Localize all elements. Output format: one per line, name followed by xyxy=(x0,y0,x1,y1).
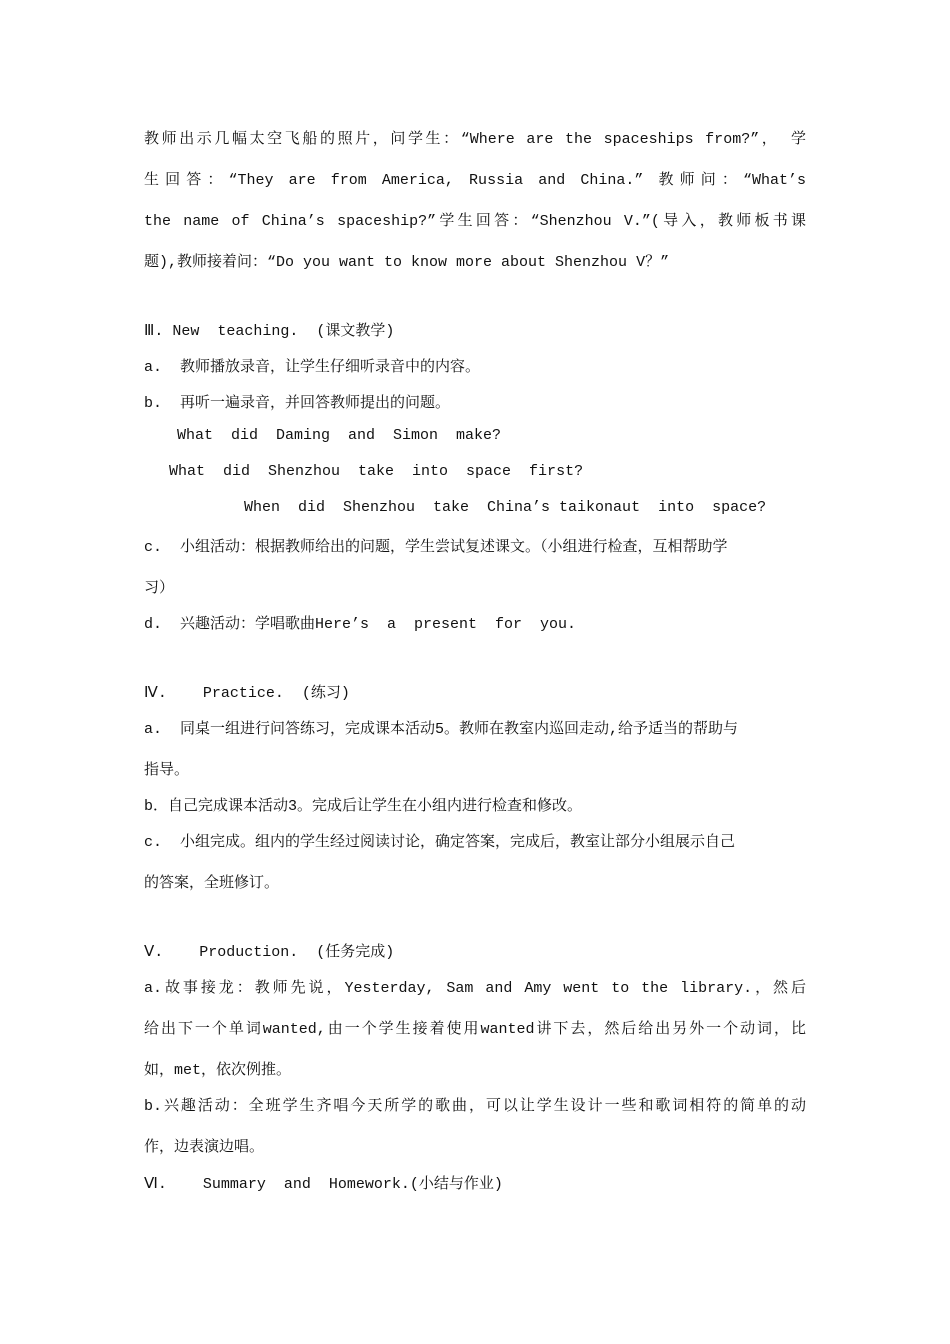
intro-line-3: the name of China’s spaceship?”学生回答：“Shenzhou V.”(导入，教师板书课 xyxy=(144,213,806,230)
section-4-heading: Ⅳ. Practice. (练习) xyxy=(144,685,350,702)
section-6-heading: Ⅵ. Summary and Homework.(小结与作业) xyxy=(144,1176,503,1193)
section-4-item-a-line-2: 指导。 xyxy=(144,762,190,779)
question-2: What did Shenzhou take into space first? xyxy=(169,463,584,480)
section-4-item-b: b．自己完成课本活动3。完成后让学生在小组内进行检查和修改。 xyxy=(144,798,583,815)
section-4-item-c-line-2: 的答案，全班修订。 xyxy=(144,875,280,892)
question-1: What did Daming and Simon make? xyxy=(177,427,502,444)
section-4-item-a-line-1: a. 同桌一组进行问答练习，完成课本活动5。教师在教室内巡回走动,给予适当的帮助与 xyxy=(144,721,739,738)
section-3-item-c-line-2: 习） xyxy=(144,580,175,597)
section-5-item-b-line-2: 作，边表演边唱。 xyxy=(144,1139,265,1156)
section-3-heading: Ⅲ. New teaching. (课文教学) xyxy=(144,323,395,340)
intro-line-4: 题),教师接着问：“Do you want to know more about Shenzhou V？” xyxy=(144,254,670,271)
intro-line-2: 生回答：“They are from America, Russia and China.” 教师问：“What’s xyxy=(144,172,806,189)
section-5-item-a-line-1: a.故事接龙：教师先说，Yesterday, Sam and Amy went to the library.，然后 xyxy=(144,980,806,997)
section-3-item-d: d. 兴趣活动：学唱歌曲Here’s a present for you. xyxy=(144,616,577,633)
section-5-item-b-line-1: b.兴趣活动：全班学生齐唱今天所学的歌曲，可以让学生设计一些和歌词相符的简单的动 xyxy=(144,1098,806,1115)
section-4-item-c-line-1: c. 小组完成。组内的学生经过阅读讨论，确定答案，完成后，教室让部分小组展示自己 xyxy=(144,834,736,851)
section-3-item-a: a. 教师播放录音，让学生仔细听录音中的内容。 xyxy=(144,359,481,376)
section-5-heading: Ⅴ. Production. (任务完成) xyxy=(144,944,395,961)
section-5-item-a-line-2: 给出下一个单词wanted,由一个学生接着使用wanted讲下去，然后给出另外一个动词，比 xyxy=(144,1021,806,1038)
section-5-item-a-line-3: 如，met，依次例推。 xyxy=(144,1062,292,1079)
question-3: When did Shenzhou take China’s taikonaut into space? xyxy=(244,499,767,516)
section-3-item-c-line-1: c. 小组活动：根据教师给出的问题，学生尝试复述课文。（小组进行检查，互相帮助学 xyxy=(144,539,728,556)
intro-line-1: 教师出示几幅太空飞船的照片，问学生：“Where are the spaceships from?”， 学 xyxy=(144,131,806,148)
section-3-item-b: b. 再听一遍录音，并回答教师提出的问题。 xyxy=(144,395,451,412)
